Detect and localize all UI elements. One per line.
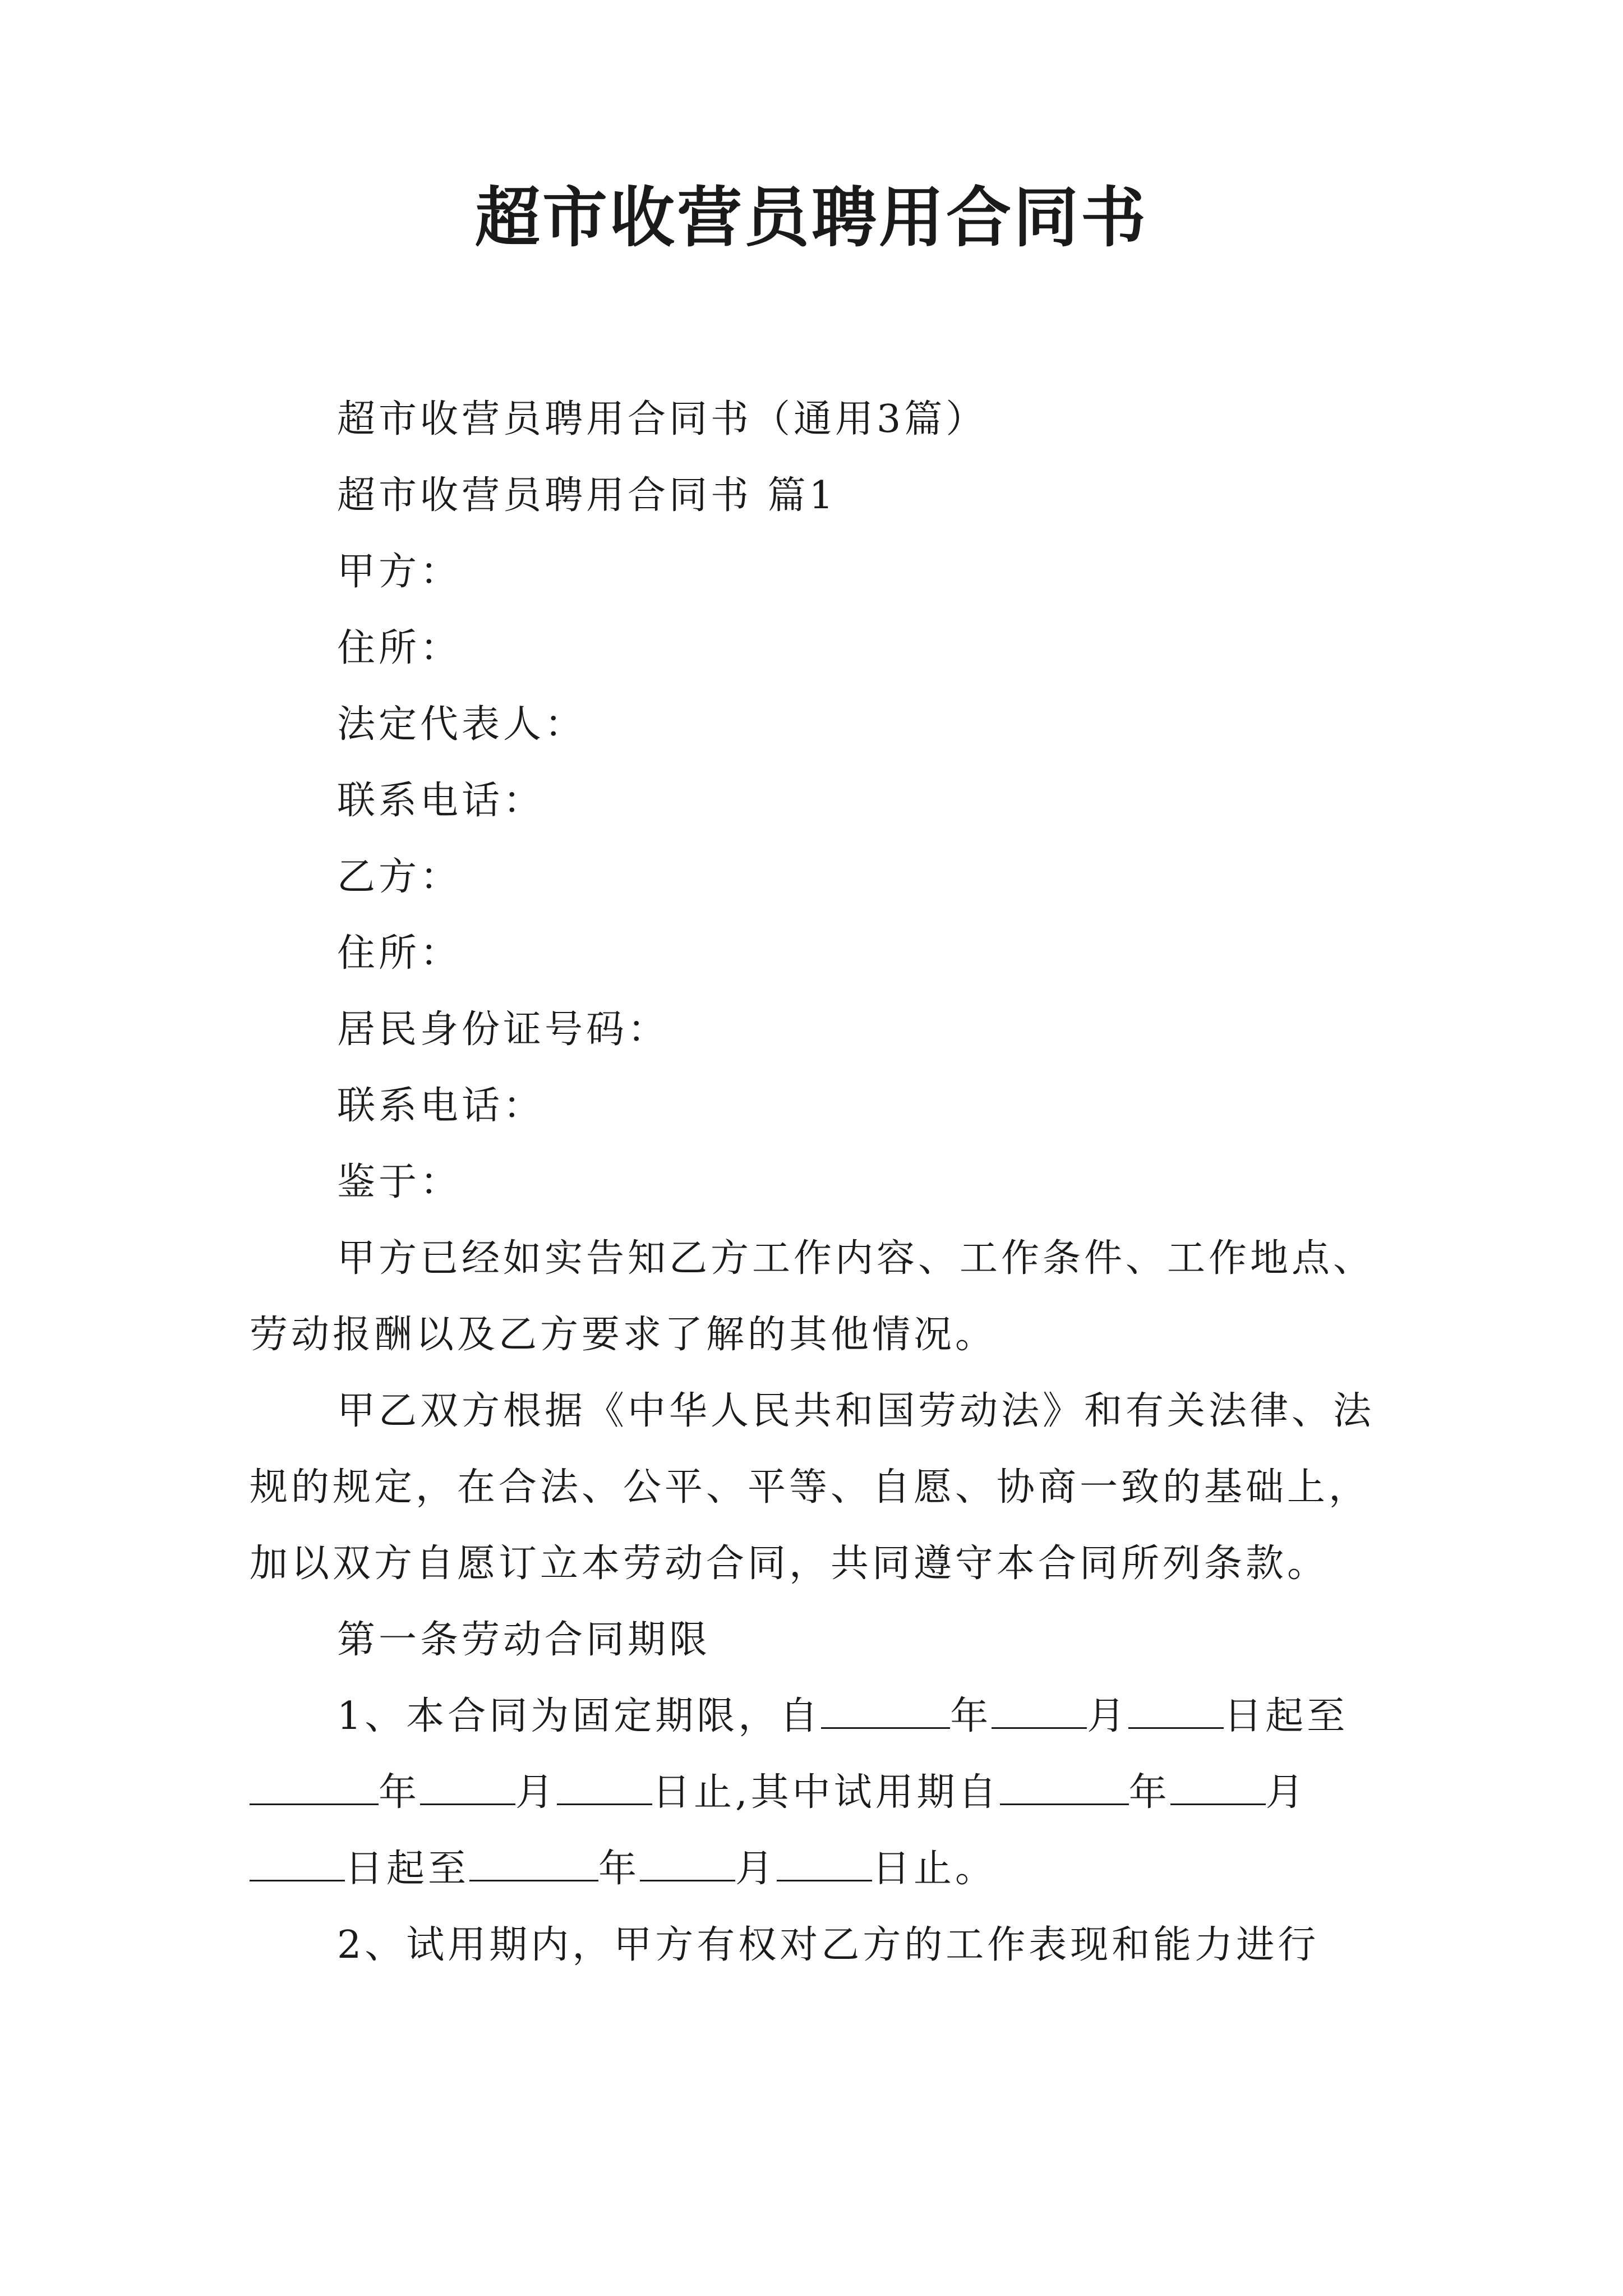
article-1-item-2: 2、试用期内，甲方有权对乙方的工作表现和能力进行 <box>337 1923 1320 1967</box>
year-label: 年 <box>1128 1770 1170 1815</box>
year-label: 年 <box>379 1770 421 1815</box>
party-a-field: 甲方： <box>337 550 462 594</box>
trial-start-year-blank[interactable] <box>1000 1769 1129 1805</box>
contract-start-day-blank[interactable] <box>1128 1692 1224 1729</box>
subtitle-line: 超市收营员聘用合同书（通用3篇） <box>337 397 988 441</box>
trial-end-month-blank[interactable] <box>640 1845 735 1881</box>
article-1-heading: 第一条劳动合同期限 <box>337 1618 711 1662</box>
contract-start-month-blank[interactable] <box>992 1692 1087 1729</box>
section-heading: 超市收营员聘用合同书 篇1 <box>337 473 837 518</box>
month-label: 月 <box>515 1770 557 1815</box>
recital-paragraph-1: 甲方已经如实告知乙方工作内容、工作条件、工作地点、劳动报酬以及乙方要求了解的其他情况。 <box>250 1236 1375 1357</box>
trial-start-day-blank[interactable] <box>250 1845 345 1881</box>
whereas-heading: 鉴于： <box>337 1160 462 1204</box>
trial-end-year-blank[interactable] <box>469 1845 598 1881</box>
month-label: 月 <box>1087 1694 1129 1738</box>
day-from-label: 日起至 <box>1224 1694 1349 1738</box>
party-a-phone-field: 联系电话： <box>337 779 545 823</box>
trial-start-month-blank[interactable] <box>1170 1769 1266 1805</box>
id-number-field: 居民身份证号码： <box>337 1007 670 1052</box>
item-1-prefix: 1、本合同为固定期限，自 <box>337 1694 822 1738</box>
trial-end-day-blank[interactable] <box>777 1845 872 1881</box>
recital-paragraph-2: 甲乙双方根据《中华人民共和国劳动法》和有关法律、法规的规定，在合法、公平、平等、自愿、协商一致的基础上，加以双方自愿订立本劳动合同，共同遵守本合同所列条款。 <box>250 1389 1375 1586</box>
contract-end-day-blank[interactable] <box>557 1769 652 1805</box>
party-b-residence-field: 住所： <box>337 931 462 976</box>
year-label: 年 <box>598 1847 640 1891</box>
contract-end-month-blank[interactable] <box>420 1769 515 1805</box>
day-end-label: 日止。 <box>872 1847 997 1891</box>
contract-start-year-blank[interactable] <box>821 1692 950 1729</box>
legal-representative-field: 法定代表人： <box>337 702 587 747</box>
party-a-residence-field: 住所： <box>337 626 462 670</box>
day-until-trial-label: 日止,其中试用期自 <box>652 1770 1000 1815</box>
day-from-label: 日起至 <box>345 1847 470 1891</box>
document-title: 超市收营员聘用合同书 <box>475 180 1148 256</box>
party-b-phone-field: 联系电话： <box>337 1084 545 1128</box>
year-label: 年 <box>950 1694 992 1738</box>
party-b-field: 乙方： <box>337 855 462 899</box>
article-1-item-1 <box>250 1678 1388 1907</box>
document-body <box>250 381 1388 1984</box>
month-label: 月 <box>1265 1770 1307 1815</box>
month-label: 月 <box>735 1847 777 1891</box>
contract-end-year-blank[interactable] <box>250 1769 379 1805</box>
